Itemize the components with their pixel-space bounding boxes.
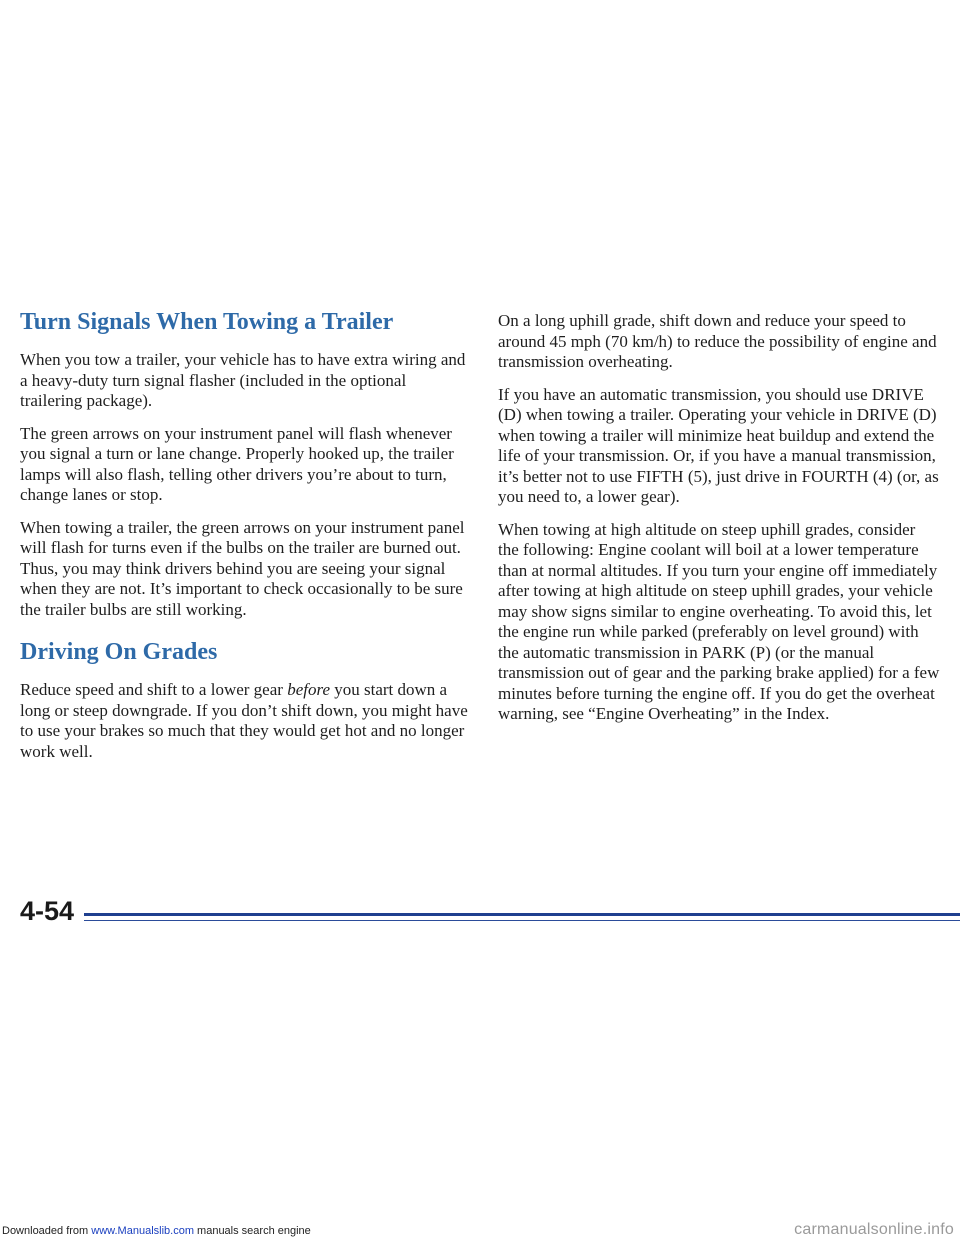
manualslib-link[interactable]: www.Manualslib.com bbox=[91, 1225, 194, 1237]
paragraph-high-altitude: When towing at high altitude on steep uphill grades, consider the following: Engine coolant will boil at a lower temperature than at normal altitudes. If you turn your engine off immediately after towing at high altitude on steep uphill grades, your vehicle may show signs similar to engine overheating. To avoid this, let the engine run while parked (preferably on level ground) with the automatic transmission in PARK (P) (or the manual transmission out of gear and the parking brake applied) for a few minutes before turning the engine off. If you do get the overheat warning, see “Engine Overheating” in the Index. bbox=[498, 519, 940, 723]
downgrade-emphasis: before bbox=[287, 680, 330, 699]
section-heading-driving-on-grades: Driving On Grades bbox=[20, 639, 218, 665]
left-column bbox=[20, 308, 468, 774]
paragraph-burned-out-bulbs: When towing a trailer, the green arrows on your instrument panel will flash for turns even if the bulbs on the trailer are burned out. Thus, you may think drivers behind you are seeing your signal when they are not. It’s important to check occasionally to be sure the trailer bulbs are still working. bbox=[20, 517, 465, 619]
watermark-text: carmanualsonline.info bbox=[794, 1221, 954, 1238]
page-number: 4-54 bbox=[20, 896, 75, 926]
paragraph-downgrade bbox=[20, 680, 468, 762]
download-credit bbox=[2, 1224, 311, 1238]
section-heading-turn-signals: Turn Signals When Towing a Trailer bbox=[20, 309, 394, 335]
right-column bbox=[498, 311, 940, 737]
downgrade-text-start: Reduce speed and shift to a lower gear bbox=[20, 680, 288, 699]
download-credit-prefix: Downloaded from bbox=[2, 1225, 92, 1237]
paragraph-uphill-grade: On a long uphill grade, shift down and reduce your speed to around 45 mph (70 km/h) to reduce the possibility of engine and transmission overheating. bbox=[498, 311, 937, 371]
paragraph-wiring: When you tow a trailer, your vehicle has to have extra wiring and a heavy-duty turn signal flasher (included in the optional trailering package). bbox=[20, 350, 466, 410]
footer-rule-thin bbox=[84, 920, 960, 921]
paragraph-green-arrows: The green arrows on your instrument panel will flash whenever you signal a turn or lane change. Properly hooked up, the trailer lamps will also flash, telling other drivers you’re about to turn, change lanes or stop. bbox=[20, 423, 454, 504]
download-credit-suffix: manuals search engine bbox=[193, 1225, 311, 1237]
page-footer-rule bbox=[20, 896, 940, 936]
footer-rule-thick bbox=[84, 913, 960, 916]
downgrade-text-end: you start down a long or steep downgrade. If you don’t shift down, you might have to use your brakes so much that they would get hot and no longer work well. bbox=[20, 680, 468, 761]
paragraph-transmission: If you have an automatic transmission, you should use DRIVE (D) when towing a trailer. Operating your vehicle in DRIVE (D) when towing a trailer will minimize heat buildup and extend the life of your transmission. Or, if you have a manual transmission, it’s better not to use FIFTH (5), just drive in FOURTH (4) (or, as you need to, a lower gear). bbox=[498, 384, 939, 506]
